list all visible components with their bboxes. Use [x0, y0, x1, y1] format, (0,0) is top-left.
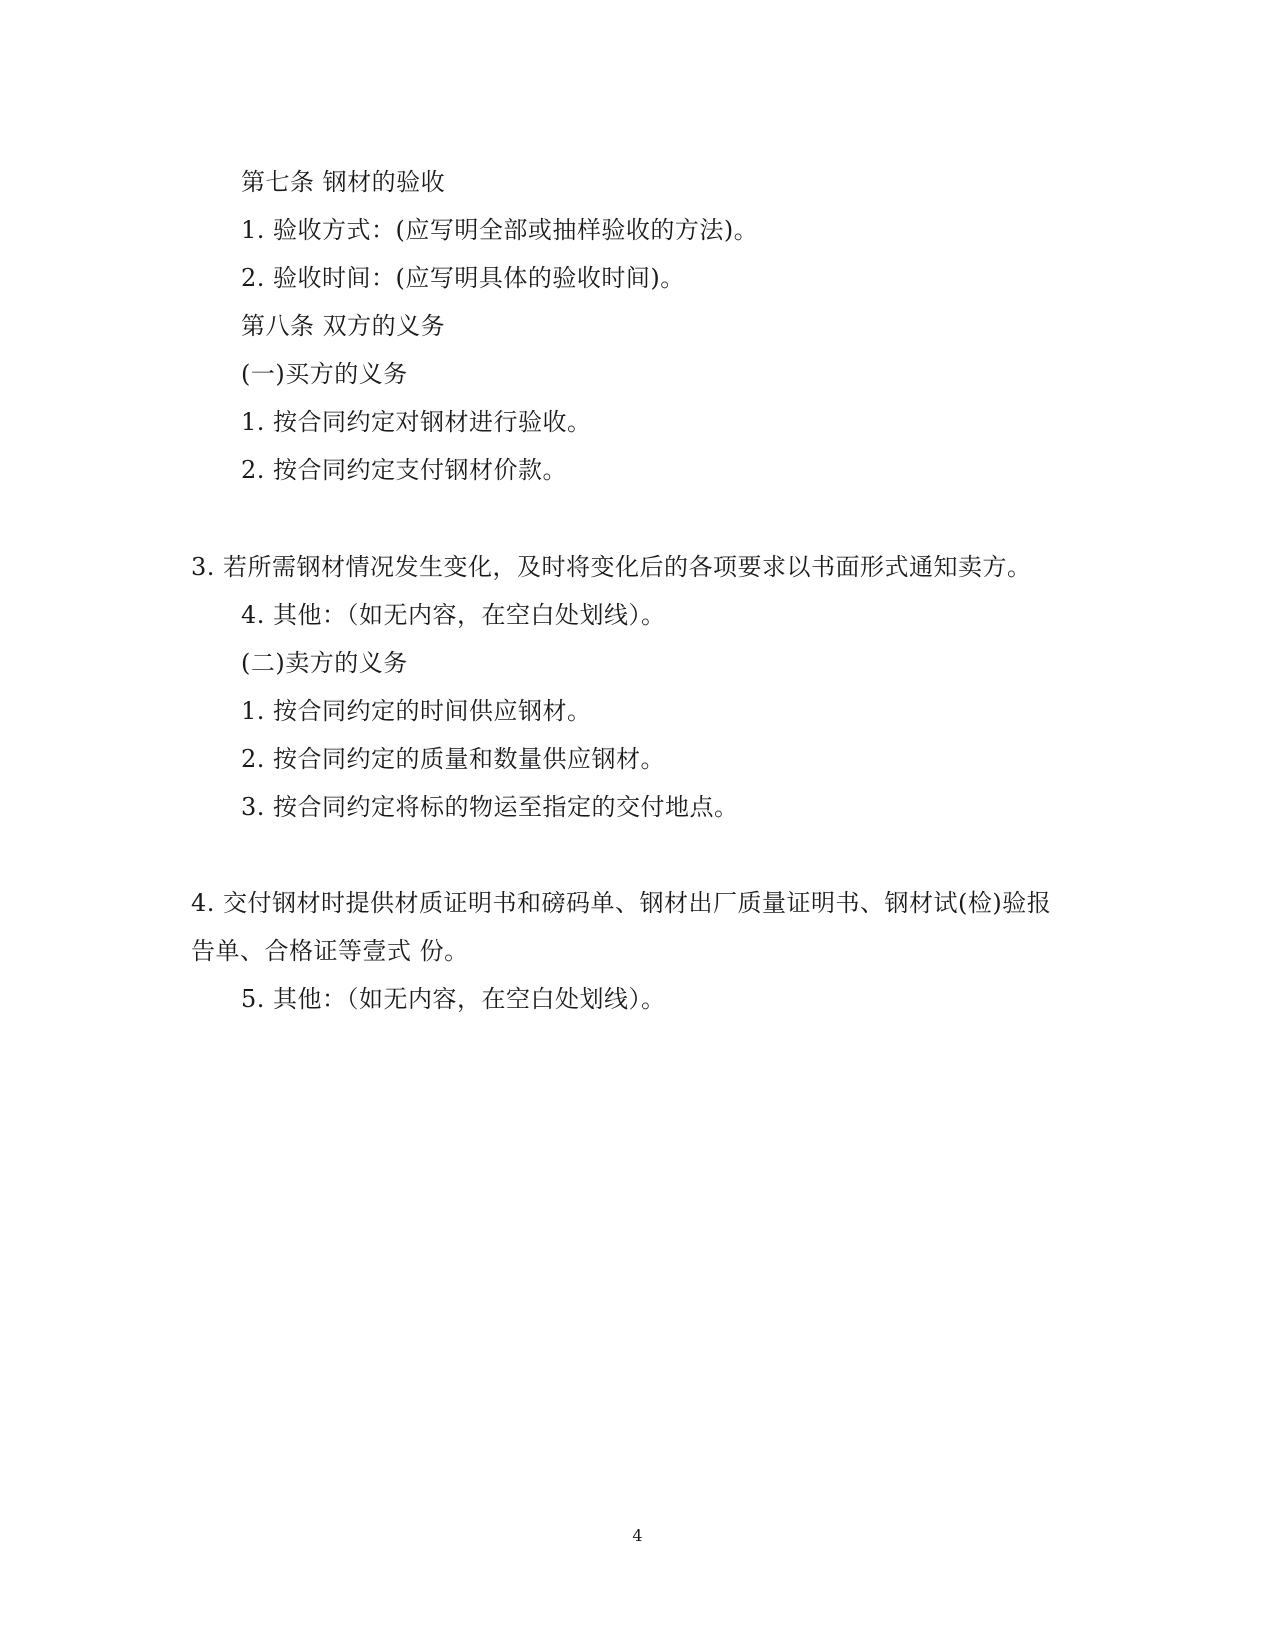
buyer-item-2: 2. 按合同约定支付钢材价款。 — [241, 456, 568, 484]
article7-heading: 第七条 钢材的验收 — [241, 168, 446, 196]
buyer-item-1: 1. 按合同约定对钢材进行验收。 — [241, 408, 592, 436]
buyer-item-3: 3. 若所需钢材情况发生变化，及时将变化后的各项要求以书面形式通知卖方。 — [191, 553, 1032, 581]
buyer-item-4: 4. 其他：（如无内容，在空白处划线）。 — [241, 601, 666, 629]
buyer-obligations-heading: (一)买方的义务 — [241, 360, 408, 388]
seller-item-3: 3. 按合同约定将标的物运至指定的交付地点。 — [241, 793, 739, 821]
page-number: 4 — [632, 1526, 643, 1545]
seller-item-5: 5. 其他：（如无内容，在空白处划线）。 — [241, 985, 666, 1013]
seller-item-1: 1. 按合同约定的时间供应钢材。 — [241, 697, 592, 725]
seller-item-2: 2. 按合同约定的质量和数量供应钢材。 — [241, 745, 666, 773]
seller-obligations-heading: (二)卖方的义务 — [241, 649, 408, 677]
article7-item-2: 2. 验收时间：(应写明具体的验收时间)。 — [241, 264, 685, 292]
seller-item-4-line-2: 告单、合格证等壹式 份。 — [191, 937, 469, 965]
seller-item-4-line-1: 4. 交付钢材时提供材质证明书和磅码单、钢材出厂质量证明书、钢材试(检)验报 — [191, 889, 1052, 917]
article8-heading: 第八条 双方的义务 — [241, 312, 446, 340]
article7-item-1: 1. 验收方式：(应写明全部或抽样验收的方法)。 — [241, 216, 759, 244]
